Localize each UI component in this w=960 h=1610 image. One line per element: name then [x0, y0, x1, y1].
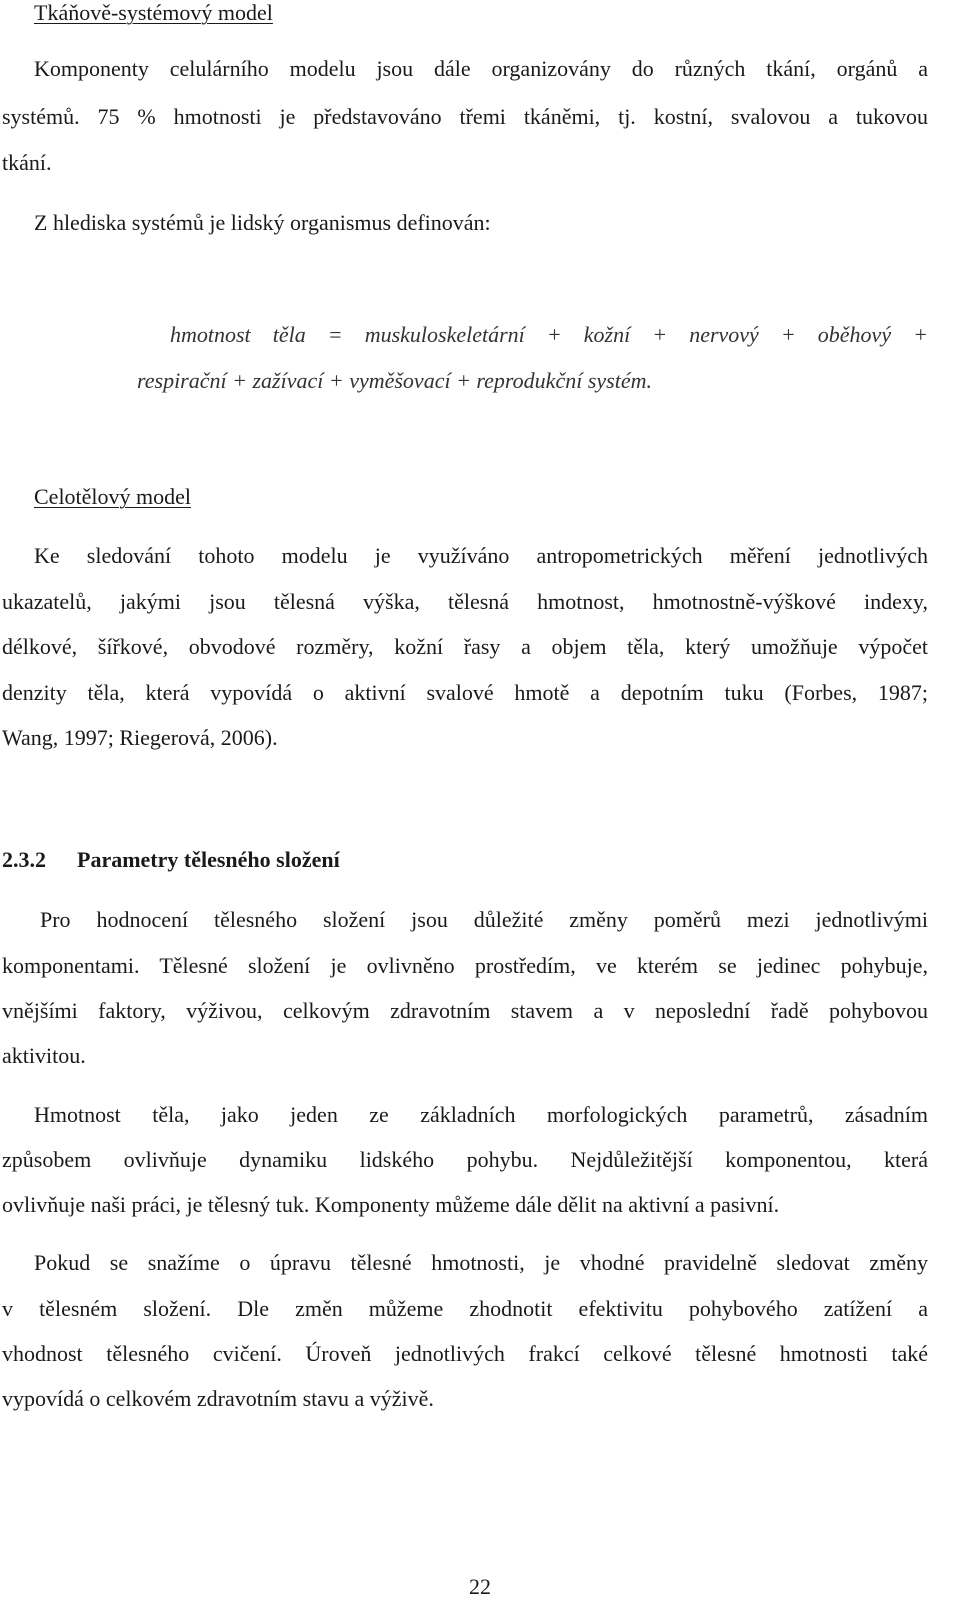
paragraph-line: délkové, šířkové, obvodové rozměry, kožní řasy a objem těla, který umožňuje výpočet [2, 634, 928, 659]
section-number: 2.3.2 [2, 847, 46, 872]
paragraph-line: Pokud se snažíme o úpravu tělesné hmotnosti, je vhodné pravidelně sledovat změny [34, 1250, 928, 1275]
paragraph-line: tkání. [2, 150, 52, 175]
paragraph-line: systémů. 75 % hmotnosti je představováno třemi tkáněmi, tj. kostní, svalovou a tukovou [2, 104, 928, 129]
page-number: 22 [469, 1574, 491, 1599]
formula-line: hmotnost těla = muskuloskeletární + kožní + nervový + oběhový + [170, 322, 928, 347]
section-heading-parametry: Parametry tělesného složení [77, 847, 340, 872]
paragraph-line: Komponenty celulárního modelu jsou dále organizovány do různých tkání, orgánů a [34, 56, 928, 81]
section-heading-celotelovy: Celotělový model [34, 484, 192, 509]
section-heading-tkanove: Tkáňově-systémový model [34, 0, 273, 25]
paragraph-line: vypovídá o celkovém zdravotním stavu a výživě. [2, 1386, 434, 1411]
formula-line: respirační + zažívací + vyměšovací + reprodukční systém. [137, 368, 652, 393]
paragraph-line: vhodnost tělesného cvičení. Úroveň jednotlivých frakcí celkové tělesné hmotnosti také [2, 1341, 928, 1366]
paragraph-line: ukazatelů, jakými jsou tělesná výška, tělesná hmotnost, hmotnostně-výškové indexy, [2, 589, 928, 614]
paragraph-line: způsobem ovlivňuje dynamiku lidského pohybu. Nejdůležitější komponentou, která [2, 1147, 928, 1172]
paragraph-line: Z hlediska systémů je lidský organismus definován: [34, 210, 491, 235]
paragraph-line: Wang, 1997; Riegerová, 2006). [2, 725, 278, 750]
paragraph-line: v tělesném složení. Dle změn můžeme zhodnotit efektivitu pohybového zatížení a [2, 1296, 928, 1321]
paragraph-line: denzity těla, která vypovídá o aktivní svalové hmotě a depotním tuku (Forbes, 1987; [2, 680, 928, 705]
paragraph-line: vnějšími faktory, výživou, celkovým zdravotním stavem a v neposlední řadě pohybovou [2, 998, 928, 1023]
paragraph-line: ovlivňuje naši práci, je tělesný tuk. Komponenty můžeme dále dělit na aktivní a pasivní. [2, 1192, 780, 1217]
paragraph-line: komponentami. Tělesné složení je ovlivněno prostředím, ve kterém se jedinec pohybuje, [2, 953, 928, 978]
paragraph-line: Pro hodnocení tělesného složení jsou důležité změny poměrů mezi jednotlivými [40, 907, 928, 932]
paragraph-line: Ke sledování tohoto modelu je využíváno antropometrických měření jednotlivých [34, 543, 928, 568]
paragraph-line: Hmotnost těla, jako jeden ze základních morfologických parametrů, zásadním [34, 1102, 928, 1127]
paragraph-line: aktivitou. [2, 1043, 86, 1068]
